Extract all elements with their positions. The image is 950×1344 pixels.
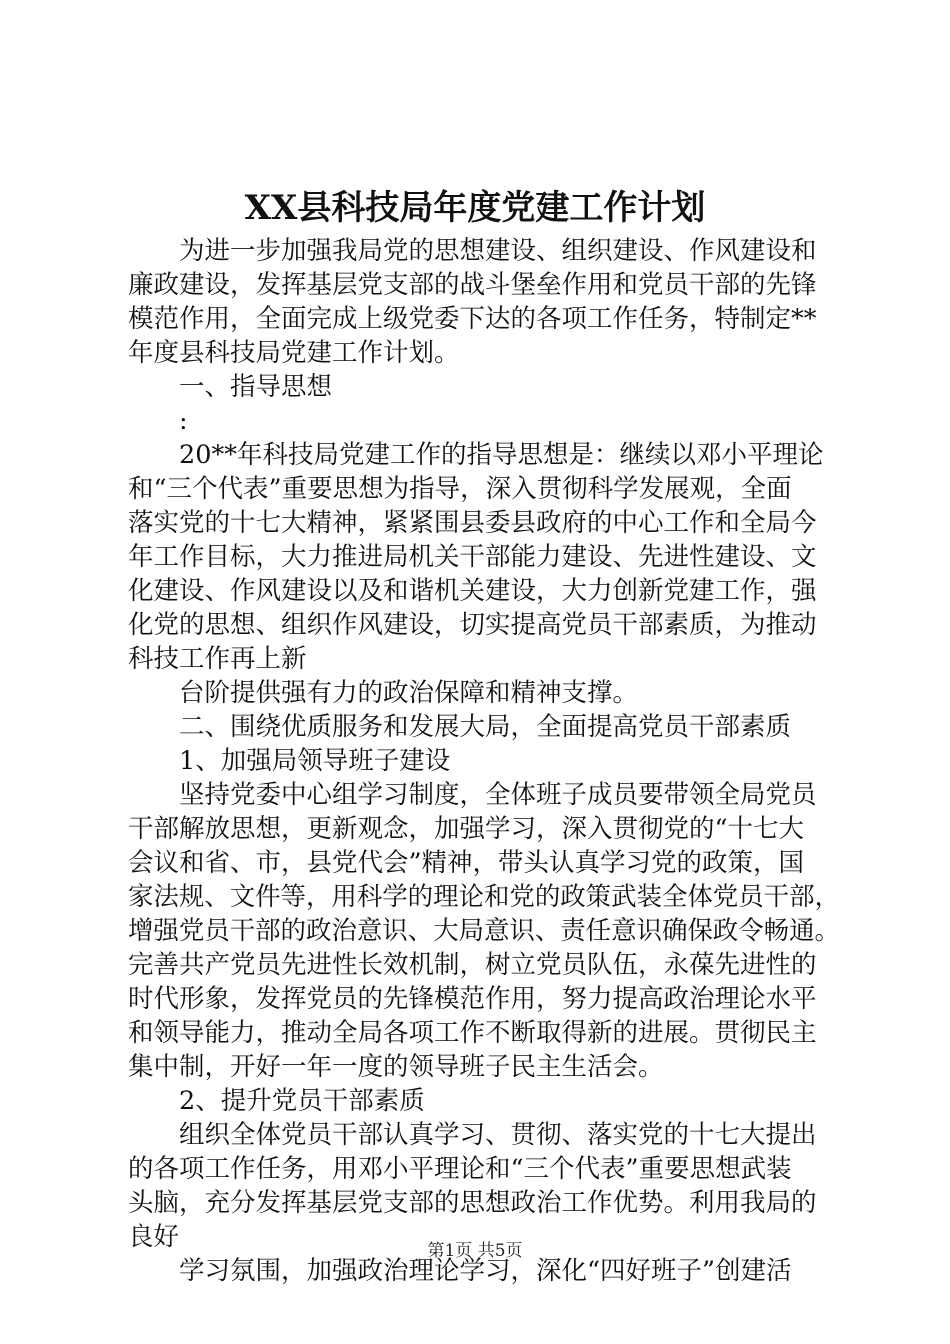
body-text-line: 头脑，充分发挥基层党支部的思想政治工作优势。利用我局的 <box>128 1188 817 1218</box>
body-text-line: 20**年科技局党建工作的指导思想是：继续以邓小平理论 <box>128 440 824 470</box>
body-text-line: 2、提升党员干部素质 <box>128 1086 425 1116</box>
body-text-line: 会议和省、市，县党代会”精神，带头认真学习党的政策，国 <box>128 848 805 878</box>
body-text-line: 学习氛围，加强政治理论学习，深化“四好班子”创建活 <box>128 1256 792 1286</box>
body-text-line: 一、指导思想 <box>128 372 333 402</box>
body-text-line: 科技工作再上新 <box>128 644 307 674</box>
body-text-line: 落实党的十七大精神，紧紧围县委县政府的中心工作和全局今 <box>128 508 817 538</box>
body-text-line: 年工作目标，大力推进局机关干部能力建设、先进性建设、文 <box>128 542 817 572</box>
body-text-line: 坚持党委中心组学习制度，全体班子成员要带领全局党员 <box>128 780 817 810</box>
body-text-line: 集中制，开好一年一度的领导班子民主生活会。 <box>128 1052 664 1082</box>
body-text-line: 化建设、作风建设以及和谐机关建设，大力创新党建工作，强 <box>128 576 817 606</box>
page-footer: 第1页 共5页 <box>427 1241 523 1261</box>
body-text-line: 时代形象，发挥党员的先锋模范作用，努力提高政治理论水平 <box>128 984 817 1014</box>
body-text-line: 台阶提供强有力的政治保障和精神支撑。 <box>128 678 639 708</box>
body-text-line: 年度县科技局党建工作计划。 <box>128 338 460 368</box>
body-text-line: 模范作用，全面完成上级党委下达的各项工作任务，特制定** <box>128 304 817 334</box>
body-text-line: : <box>128 406 188 436</box>
body-text-line: 组织全体党员干部认真学习、贯彻、落实党的十七大提出 <box>128 1120 817 1150</box>
body-text-line: 家法规、文件等，用科学的理论和党的政策武装全体党员干部， <box>128 882 840 912</box>
body-text-line: 为进一步加强我局党的思想建设、组织建设、作风建设和 <box>128 236 817 266</box>
body-text-line: 增强党员干部的政治意识、大局意识、责任意识确保政令畅通。 <box>128 916 840 946</box>
document-title: XX县科技局年度党建工作计划 <box>244 188 706 228</box>
body-text-line: 良好 <box>128 1222 180 1252</box>
body-text-line: 和“三个代表”重要思想为指导，深入贯彻科学发展观，全面 <box>128 474 792 504</box>
body-text-line: 的各项工作任务，用邓小平理论和“三个代表”重要思想武装 <box>128 1154 792 1184</box>
body-text-line: 干部解放思想，更新观念，加强学习，深入贯彻党的“十七大 <box>128 814 805 844</box>
body-text-line: 完善共产党员先进性长效机制，树立党员队伍，永葆先进性的 <box>128 950 817 980</box>
body-text-line: 二、围绕优质服务和发展大局，全面提高党员干部素质 <box>128 712 792 742</box>
document-body <box>128 234 840 1288</box>
body-text-line: 和领导能力，推动全局各项工作不断取得新的进展。贯彻民主 <box>128 1018 817 1048</box>
body-text-line: 化党的思想、组织作风建设，切实提高党员干部素质，为推动 <box>128 610 817 640</box>
body-text-line: 1、加强局领导班子建设 <box>128 746 451 776</box>
body-text-line: 廉政建设，发挥基层党支部的战斗堡垒作用和党员干部的先锋 <box>128 270 817 300</box>
